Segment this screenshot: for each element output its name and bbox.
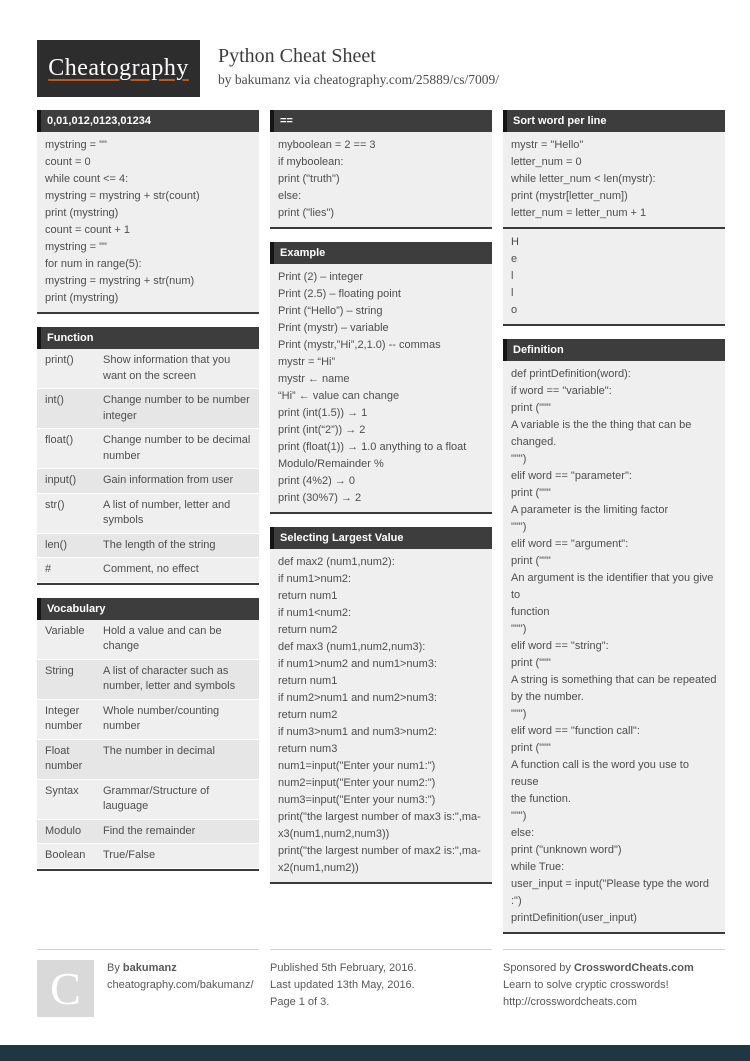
code-line: count = 0 <box>45 156 91 168</box>
code-line: else: <box>511 827 535 839</box>
code-line: while letter_num < len(mystr): <box>511 173 656 185</box>
sponsor-url-link[interactable]: http://crosswordcheats.com <box>503 996 637 1008</box>
code-line: mystr = “Hi” <box>278 356 336 368</box>
code-line: A string is something that can be repeated <box>511 674 717 686</box>
code-body <box>270 264 492 512</box>
card-title: == <box>270 110 492 132</box>
code-line: A function call is the word you use to reuse <box>511 759 689 788</box>
code-line: print (30%7) → 2 <box>278 492 362 504</box>
table-row <box>37 494 259 534</box>
code-line: print("the largest number of max3 is:",ma- <box>278 811 481 823</box>
output-line: l <box>511 270 514 282</box>
page-number: Page 1 of 3. <box>270 996 330 1008</box>
code-line: print (mystring) <box>45 292 119 304</box>
code-line: print ("truth") <box>278 173 340 185</box>
code-line: “Hi” ← value can change <box>278 390 400 402</box>
table-row <box>37 469 259 494</box>
output-line: l <box>511 287 514 299</box>
card-selecting-largest-value <box>270 527 492 884</box>
table-cell-description: Comment, no effect <box>103 563 199 575</box>
code-line: return num3 <box>278 743 338 755</box>
table-cell-description: Change number to be decimal number <box>103 434 251 462</box>
table-row <box>37 349 259 389</box>
table-row <box>37 558 259 583</box>
code-line: the function. <box>511 793 571 805</box>
code-line: Print (2) – integer <box>278 271 363 283</box>
table-row <box>37 389 259 429</box>
code-line: if word == "variable": <box>511 385 612 397</box>
byline <box>218 72 499 88</box>
updated-date: Last updated 13th May, 2016. <box>270 979 415 991</box>
sponsor-prefix: Sponsored by <box>503 962 571 974</box>
table-row <box>37 740 259 780</box>
code-line: print("the largest number of max2 is:",ma- <box>278 845 481 857</box>
code-line: A parameter is the limiting factor <box>511 504 669 516</box>
code-line: print ("lies") <box>278 207 335 219</box>
column-1 <box>37 110 259 884</box>
table-row <box>37 700 259 740</box>
code-line: elif word == "string": <box>511 640 609 652</box>
cheatography-logo[interactable] <box>37 40 200 97</box>
table-row <box>37 844 259 869</box>
code-line: mystr = "Hello" <box>511 139 584 151</box>
table-cell-description: A list of number, letter and symbols <box>103 498 231 526</box>
card-0-01-012-0123-01234 <box>37 110 259 314</box>
output-body <box>503 229 725 324</box>
sheet-url-link[interactable]: cheatography.com/25889/cs/7009/ <box>313 72 500 87</box>
by-prefix: By <box>107 962 120 974</box>
table-cell-term: # <box>45 563 52 575</box>
table-cell-term: str() <box>45 498 65 511</box>
code-line: def printDefinition(word): <box>511 368 631 380</box>
code-line: return num1 <box>278 675 338 687</box>
code-line: mystring = "" <box>45 139 107 151</box>
table <box>37 349 259 583</box>
code-line: else: <box>278 190 302 202</box>
content-columns <box>0 97 750 947</box>
card-title: 0,01,012,0123,01234 <box>37 110 259 132</box>
title-block <box>218 40 499 88</box>
table-cell-description: A list of character such as number, letter and symbols <box>103 664 236 692</box>
code-line: num2=input("Enter your num2:") <box>278 777 436 789</box>
code-line: if num1>num2: <box>278 573 352 585</box>
table-cell-term: Integer number <box>45 704 83 732</box>
table-cell-term: int() <box>45 394 64 406</box>
code-line: print (float(1)) → 1.0 anything to a float <box>278 441 467 453</box>
code-line: function <box>511 606 550 618</box>
card-title: Sort word per line <box>503 110 725 132</box>
code-line: count = count + 1 <box>45 224 131 236</box>
code-line: myboolean = 2 == 3 <box>278 139 376 151</box>
card-title: Example <box>270 242 492 264</box>
code-line: Print (2.5) – floating point <box>278 288 401 300</box>
code-line: if myboolean: <box>278 156 344 168</box>
bottom-bar <box>0 1045 750 1061</box>
code-line: return num2 <box>278 709 338 721</box>
table-cell-description: The number in decimal <box>103 744 215 757</box>
code-line: num3=input("Enter your num3:") <box>278 794 436 806</box>
code-line: elif word == "parameter": <box>511 470 632 482</box>
table-row <box>37 660 259 700</box>
code-body <box>270 132 492 227</box>
footer-publish-section <box>270 949 492 1017</box>
code-body <box>503 132 725 227</box>
code-line: print (""" <box>511 555 551 567</box>
page-footer <box>0 947 750 1017</box>
code-line: mystring = mystring + str(num) <box>45 275 195 287</box>
code-line: Modulo/Remainder % <box>278 458 384 470</box>
code-line: while count <= 4: <box>45 173 129 185</box>
card-title: Vocabulary <box>37 598 259 620</box>
table-cell-description: Change number to be number integer <box>103 394 250 422</box>
footer-author-link[interactable]: bakumanz <box>122 962 177 974</box>
table-row <box>37 780 259 820</box>
code-line: print (""" <box>511 657 551 669</box>
code-line: elif word == "argument": <box>511 538 629 550</box>
code-line: changed. <box>511 436 557 448</box>
table-row <box>37 820 259 845</box>
card-example <box>270 242 492 514</box>
code-line: def max2 (num1,num2): <box>278 556 395 568</box>
code-line: """) <box>511 810 527 822</box>
table-cell-term: Boolean <box>45 849 86 861</box>
output-line: H <box>511 236 519 248</box>
table-cell-description: Hold a value and can be change <box>103 624 222 652</box>
table-cell-description: Gain information from user <box>103 474 234 486</box>
cheatography-logo-text: Cheatography <box>48 55 189 81</box>
table-cell-description: The length of the string <box>103 538 216 551</box>
table-cell-term: print() <box>45 354 74 366</box>
code-line: print (4%2) → 0 <box>278 475 356 487</box>
code-line: Print (mystr,”Hi”,2,1.0) -- commas <box>278 339 441 351</box>
card-title: Definition <box>503 339 725 361</box>
byline-prefix: by <box>218 72 232 87</box>
table-row <box>37 429 259 469</box>
column-2 <box>270 110 492 897</box>
table-cell-description: Find the remainder <box>103 824 196 837</box>
code-line: mystr ← name <box>278 373 350 385</box>
author-link[interactable]: bakumanz <box>234 72 291 87</box>
code-line: print ("unknown word") <box>511 844 622 856</box>
badge-letter: C <box>50 962 81 1014</box>
code-line: Print (mystr) – variable <box>278 322 389 334</box>
code-line: """) <box>511 521 527 533</box>
card-definition <box>503 339 725 934</box>
code-line: return num1 <box>278 590 338 602</box>
code-line: mystring = mystring + str(count) <box>45 190 200 202</box>
code-line: letter_num = letter_num + 1 <box>511 207 647 219</box>
table-cell-description: Show information that you want on the screen <box>103 354 231 382</box>
table-cell-term: Syntax <box>45 784 79 797</box>
code-line: """) <box>511 708 527 720</box>
output-line: e <box>511 253 518 265</box>
code-line: if num2>num1 and num2>num3: <box>278 692 437 704</box>
code-line: print (""" <box>511 487 551 499</box>
page-header <box>0 0 750 97</box>
cheatography-badge <box>37 960 94 1017</box>
code-line: letter_num = 0 <box>511 156 582 168</box>
code-line: """) <box>511 623 527 635</box>
table-cell-term: String <box>45 664 74 677</box>
table-cell-term: input() <box>45 474 77 486</box>
code-line: elif word == "function call": <box>511 725 640 737</box>
output-line: o <box>511 304 518 316</box>
code-line: """) <box>511 453 527 465</box>
code-line: printDefinition(user_input) <box>511 912 637 924</box>
footer-author-section <box>37 949 259 1017</box>
footer-author-text <box>107 960 254 994</box>
code-line: print (int(“2”)) → 2 <box>278 424 366 436</box>
code-body <box>270 549 492 882</box>
footer-profile-link[interactable]: cheatography.com/bakumanz/ <box>107 979 254 991</box>
code-line: user_input = input("Please type the word :") <box>511 878 710 907</box>
code-line: A variable is the the thing that can be <box>511 419 692 431</box>
code-line: if num1<num2: <box>278 607 352 619</box>
code-line: x3(num1,num2,num3)) <box>278 828 390 840</box>
code-body <box>503 361 725 932</box>
sponsor-name-link[interactable]: CrosswordCheats.com <box>573 962 694 974</box>
column-3 <box>503 110 725 947</box>
card-function <box>37 327 259 585</box>
table-cell-term: Float number <box>45 744 83 772</box>
card-title: Function <box>37 327 259 349</box>
table-row <box>37 534 259 559</box>
table <box>37 620 259 869</box>
table-row <box>37 620 259 660</box>
published-date: Published 5th February, 2016. <box>270 962 417 974</box>
code-line: while True: <box>511 861 565 873</box>
code-line: print (mystr[letter_num]) <box>511 190 628 202</box>
code-line: return num2 <box>278 624 338 636</box>
code-line: print (""" <box>511 402 551 414</box>
table-cell-term: float() <box>45 434 74 446</box>
code-line: print (""" <box>511 742 551 754</box>
code-body <box>37 132 259 312</box>
code-line: x2(num1,num2)) <box>278 862 359 874</box>
table-cell-description: True/False <box>103 849 156 861</box>
table-cell-term: Modulo <box>45 824 82 837</box>
card-vocabulary <box>37 598 259 871</box>
code-line: print (mystring) <box>45 207 119 219</box>
byline-via: via <box>293 72 311 87</box>
code-line: print (int(1.5)) → 1 <box>278 407 368 419</box>
code-line: def max3 (num1,num2,num3): <box>278 641 426 653</box>
table-cell-term: Variable <box>45 624 85 637</box>
code-line: if num1>num2 and num1>num3: <box>278 658 437 670</box>
page-title: Python Cheat Sheet <box>218 45 376 67</box>
table-cell-description: Whole number/counting number <box>103 704 220 732</box>
code-line: An argument is the identifier that you give to <box>511 572 714 601</box>
sponsor-tagline: Learn to solve cryptic crosswords! <box>503 979 669 991</box>
card-sort-word-per-line <box>503 110 725 326</box>
table-cell-description: Grammar/Structure of lauguage <box>103 784 210 812</box>
card-block <box>270 110 492 229</box>
code-line: by the number. <box>511 691 584 703</box>
table-cell-term: len() <box>45 538 68 551</box>
code-line: num1=input("Enter your num1:") <box>278 760 436 772</box>
code-line: mystring = "" <box>45 241 107 253</box>
card-title: Selecting Largest Value <box>270 527 492 549</box>
code-line: if num3>num1 and num3>num2: <box>278 726 437 738</box>
code-line: for num in range(5): <box>45 258 142 270</box>
code-line: Print (“Hello”) – string <box>278 305 383 317</box>
footer-sponsor-section <box>503 949 725 1017</box>
